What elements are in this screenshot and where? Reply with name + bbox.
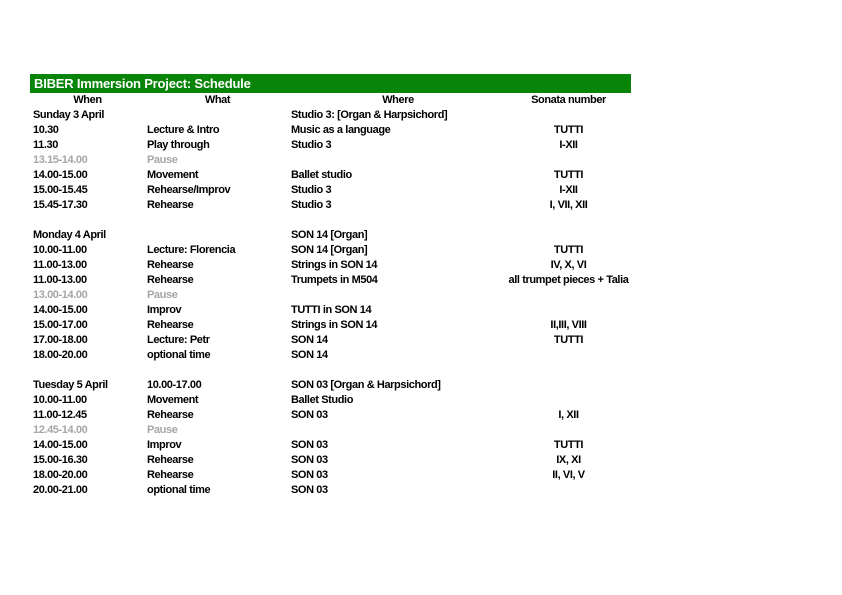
cell-what: Rehearse xyxy=(147,469,194,481)
cell-what: Play through xyxy=(147,139,210,151)
schedule-row-pause xyxy=(30,288,631,303)
schedule-sheet xyxy=(30,74,631,498)
cell-when: 14.00-15.00 xyxy=(33,169,88,181)
cell-what: Rehearse xyxy=(147,409,194,421)
cell-where: Trumpets in M504 xyxy=(291,274,378,286)
schedule-row xyxy=(30,273,631,288)
cell-what: Rehearse xyxy=(147,199,194,211)
cell-when: 12.45-14.00 xyxy=(33,424,88,436)
cell-what: Pause xyxy=(147,154,178,166)
schedule-row xyxy=(30,408,631,423)
cell-when: 11.00-12.45 xyxy=(33,409,87,421)
cell-sonata: I, XII xyxy=(558,409,579,421)
cell-when: 13.15-14.00 xyxy=(33,154,88,166)
cell-sonata xyxy=(506,393,631,408)
schedule-row xyxy=(30,168,631,183)
column-header-sonata: Sonata number xyxy=(531,94,606,106)
cell-when: 18.00-20.00 xyxy=(33,469,88,481)
cell-where: Strings in SON 14 xyxy=(291,259,378,271)
schedule-row xyxy=(30,243,631,258)
schedule-row-blank xyxy=(30,213,631,228)
cell-where: Studio 3: [Organ & Harpsichord] xyxy=(291,109,448,121)
cell-where xyxy=(290,288,506,303)
page-title: BIBER Immersion Project: Schedule xyxy=(30,74,631,93)
cell-when: 14.00-15.00 xyxy=(33,439,88,451)
cell-sonata xyxy=(506,348,631,363)
cell-sonata: TUTTI xyxy=(553,439,584,451)
cell-sonata: IV, X, VI xyxy=(550,259,587,271)
cell-when: 15.00-16.30 xyxy=(33,454,88,466)
cell-where: SON 14 xyxy=(291,349,328,361)
cell-where: SON 03 [Organ & Harpsichord] xyxy=(291,379,441,391)
column-header-row xyxy=(30,93,631,108)
cell-when: 11.00-13.00 xyxy=(33,259,87,271)
cell-where: SON 03 xyxy=(291,409,328,421)
cell-where: SON 14 [Organ] xyxy=(291,244,368,256)
cell-where xyxy=(290,153,506,168)
cell-when: Tuesday 5 April xyxy=(33,379,108,391)
cell-what xyxy=(145,228,290,243)
cell-when: 15.00-17.00 xyxy=(33,319,88,331)
cell-sonata xyxy=(506,423,631,438)
schedule-row-day xyxy=(30,228,631,243)
cell-what: Movement xyxy=(147,394,199,406)
cell-sonata xyxy=(506,108,631,123)
cell-where: Strings in SON 14 xyxy=(291,319,378,331)
column-header-what: What xyxy=(204,94,231,106)
cell-where: Studio 3 xyxy=(291,184,332,196)
cell-what: Pause xyxy=(147,289,178,301)
column-header-where: Where xyxy=(382,94,414,106)
cell-what: Rehearse/Improv xyxy=(147,184,231,196)
schedule-row xyxy=(30,318,631,333)
cell-where: SON 03 xyxy=(291,469,328,481)
cell-when: 14.00-15.00 xyxy=(33,304,88,316)
cell-when: 10.00-11.00 xyxy=(33,244,87,256)
cell-sonata: I, VII, XII xyxy=(549,199,588,211)
schedule-row xyxy=(30,138,631,153)
cell-where: Studio 3 xyxy=(291,199,332,211)
cell-sonata: I-XII xyxy=(559,184,578,196)
cell-what: Lecture: Petr xyxy=(147,334,210,346)
schedule-row xyxy=(30,468,631,483)
cell-when: Sunday 3 April xyxy=(33,109,105,121)
schedule-row xyxy=(30,198,631,213)
cell-when: 13.00-14.00 xyxy=(33,289,88,301)
cell-where: Music as a language xyxy=(291,124,391,136)
cell-where: SON 03 xyxy=(291,484,328,496)
schedule-row xyxy=(30,303,631,318)
schedule-row xyxy=(30,183,631,198)
cell-when: 15.45-17.30 xyxy=(33,199,88,211)
cell-what: Rehearse xyxy=(147,259,194,271)
cell-sonata xyxy=(506,483,631,498)
cell-what: 10.00-17.00 xyxy=(147,379,202,391)
cell-when: 10.00-11.00 xyxy=(33,394,87,406)
cell-what: Rehearse xyxy=(147,319,194,331)
cell-sonata xyxy=(506,303,631,318)
schedule-row xyxy=(30,258,631,273)
schedule-row-blank xyxy=(30,363,631,378)
cell-where: SON 03 xyxy=(291,439,328,451)
cell-sonata: IX, XI xyxy=(556,454,581,466)
cell-when: Monday 4 April xyxy=(33,229,106,241)
schedule-row xyxy=(30,123,631,138)
cell-where: TUTTI in SON 14 xyxy=(291,304,372,316)
cell-what: Lecture & Intro xyxy=(147,124,220,136)
cell-when: 11.30 xyxy=(33,139,58,151)
schedule-row-day xyxy=(30,108,631,123)
cell-where: Ballet studio xyxy=(291,169,352,181)
cell-what: Lecture: Florencia xyxy=(147,244,236,256)
cell-sonata: TUTTI xyxy=(553,124,584,136)
schedule-row xyxy=(30,438,631,453)
cell-sonata: II, VI, V xyxy=(552,469,585,481)
cell-sonata: TUTTI xyxy=(553,244,584,256)
cell-sonata: TUTTI xyxy=(553,334,584,346)
cell-when: 15.00-15.45 xyxy=(33,184,88,196)
schedule-row xyxy=(30,333,631,348)
cell-when: 11.00-13.00 xyxy=(33,274,87,286)
cell-sonata xyxy=(506,228,631,243)
schedule-body xyxy=(30,108,631,498)
cell-sonata: TUTTI xyxy=(553,169,584,181)
schedule-row-pause xyxy=(30,423,631,438)
cell-sonata: II,III, VIII xyxy=(550,319,587,331)
cell-where: SON 14 xyxy=(291,334,328,346)
cell-when: 20.00-21.00 xyxy=(33,484,88,496)
column-header-when: When xyxy=(73,94,102,106)
cell-what: optional time xyxy=(147,349,211,361)
cell-when: 10.30 xyxy=(33,124,59,136)
cell-where xyxy=(290,423,506,438)
cell-what: Improv xyxy=(147,439,182,451)
cell-what: Movement xyxy=(147,169,199,181)
cell-what: Improv xyxy=(147,304,182,316)
schedule-row-day xyxy=(30,378,631,393)
schedule-row-pause xyxy=(30,153,631,168)
cell-when: 17.00-18.00 xyxy=(33,334,88,346)
cell-where: Studio 3 xyxy=(291,139,332,151)
cell-sonata xyxy=(506,288,631,303)
cell-sonata: all trumpet pieces + Talia xyxy=(508,274,629,286)
cell-where: SON 14 [Organ] xyxy=(291,229,368,241)
cell-where: Ballet Studio xyxy=(291,394,354,406)
cell-when: 18.00-20.00 xyxy=(33,349,88,361)
cell-what xyxy=(145,108,290,123)
schedule-row xyxy=(30,453,631,468)
cell-what: optional time xyxy=(147,484,211,496)
cell-what: Rehearse xyxy=(147,454,194,466)
schedule-row xyxy=(30,348,631,363)
cell-what: Rehearse xyxy=(147,274,194,286)
cell-sonata xyxy=(506,153,631,168)
cell-where: SON 03 xyxy=(291,454,328,466)
schedule-row xyxy=(30,393,631,408)
cell-sonata xyxy=(506,378,631,393)
schedule-row xyxy=(30,483,631,498)
cell-what: Pause xyxy=(147,424,178,436)
cell-sonata: I-XII xyxy=(559,139,578,151)
